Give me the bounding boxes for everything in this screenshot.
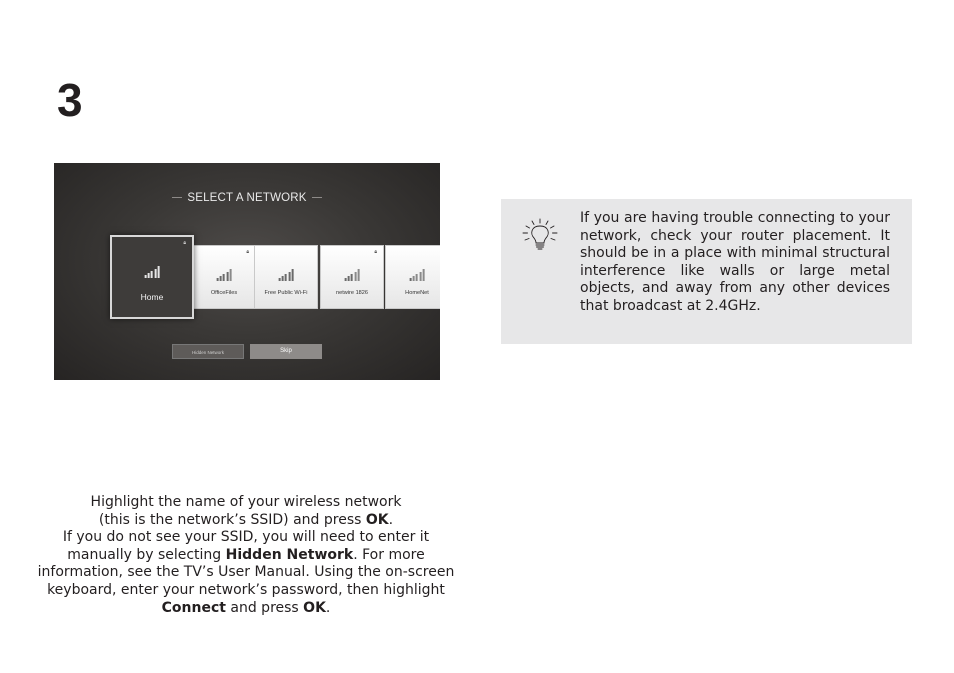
instruction-line: keyboard, enter your network’s password, then highlight [47,581,445,598]
instructions [18,494,474,617]
hidden-network-button[interactable]: Hidden Network [172,344,244,359]
instruction-line: If you do not see your SSID, you will need to enter it [62,529,430,546]
skip-button[interactable]: Skip [250,344,322,359]
wifi-signal-icon [217,268,232,281]
lock-icon: 🔒︎ [246,249,249,255]
screen-title [54,192,440,204]
screen-title-text: SELECT A NETWORK [187,192,307,204]
wifi-signal-icon [410,268,425,281]
network-name: netwire 1826 [335,290,369,296]
instruction-line: manually by selecting Hidden Network. For more [67,546,425,563]
network-tile-netwire-1826[interactable] [320,245,384,309]
network-name: Free Public Wi-Fi [264,290,308,296]
tip-box [501,199,912,344]
connect-label: Connect [161,599,226,616]
instruction-line: Highlight the name of your wireless network [90,494,402,510]
wifi-signal-icon [145,265,160,278]
step-number: 3 [57,74,83,126]
network-tile-officefiles[interactable] [192,245,256,309]
title-rule-right [312,197,322,198]
hidden-network-label: Hidden Network [225,546,354,563]
wifi-signal-icon [279,268,294,281]
network-tile-home-selected[interactable] [110,235,194,319]
lightbulb-icon [520,216,560,256]
tip-paragraph: If you are having trouble connecting to your network, check your router placement. It should be in a place with minimal structural interference like walls or large metal objects, and away from any other devices that broadcast at 2.4GHz. [580,210,890,314]
lock-icon: 🔒︎ [374,249,377,255]
instruction-line: (this is the network’s SSID) and press OK. [98,511,394,528]
wifi-signal-icon [345,268,360,281]
title-rule-left [172,197,182,198]
network-name: HomeNet [405,290,429,296]
network-tile-homenet[interactable] [385,245,440,309]
instruction-line: information, see the TV’s User Manual. Using the on-screen [37,564,455,581]
ok-key-label: OK [365,511,389,528]
ok-key-label: OK [303,599,326,616]
network-name: OfficeFiles [210,290,238,296]
instruction-line: Connect and press OK. [161,599,331,616]
lock-icon: 🔒︎ [183,240,186,246]
tip-text [580,210,890,315]
tv-screen-illustration [54,163,440,380]
network-name: Home [140,292,164,302]
network-tile-free-public-wifi[interactable] [254,245,318,309]
